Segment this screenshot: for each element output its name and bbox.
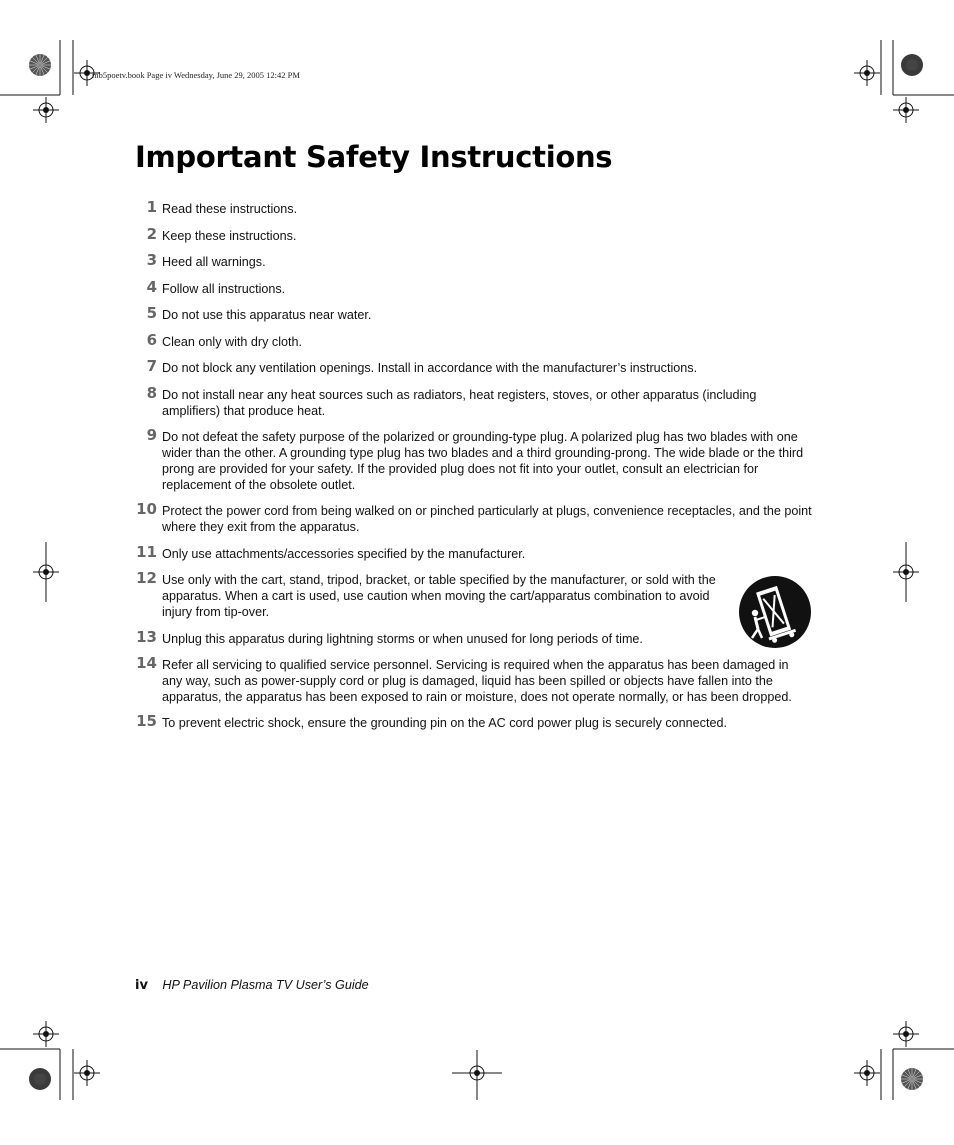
registration-mark-icon xyxy=(854,1060,880,1086)
item-text: Refer all servicing to qualified service personnel. Servicing is required when the apparatus has been damaged in any way, such as power-supply cord or plug is damaged, liquid has been spilled or objects have fallen into the apparatus, the apparatus has been exposed to rain or moisture, does not operate normally, or has been dropped. xyxy=(162,658,792,704)
item-text: Protect the power cord from being walked on or pinched particularly at plugs, convenience receptacles, and the point where they exit from the apparatus. xyxy=(162,504,812,534)
item-text: Do not block any ventilation openings. Install in accordance with the manufacturer’s instructions. xyxy=(162,361,698,375)
color-wheel-icon xyxy=(901,54,923,76)
color-wheel-icon xyxy=(29,54,51,76)
item-text: Unplug this apparatus during lightning storms or when unused for long periods of time. xyxy=(162,632,643,646)
item-number: 13 xyxy=(136,628,157,646)
item-text: Follow all instructions. xyxy=(162,282,286,296)
item-text: Read these instructions. xyxy=(162,202,298,216)
registration-mark-icon xyxy=(33,1021,59,1047)
color-wheel-icon xyxy=(29,1068,51,1090)
color-wheel-icon xyxy=(901,1068,923,1090)
item-text: Heed all warnings. xyxy=(162,255,266,269)
registration-mark-icon xyxy=(854,60,880,86)
registration-mark-icon xyxy=(893,97,919,123)
item-number: 12 xyxy=(136,569,157,587)
guide-title: HP Pavilion Plasma TV User’s Guide xyxy=(162,978,369,992)
page-number: iv xyxy=(135,978,148,993)
item-text: Clean only with dry cloth. xyxy=(162,335,302,349)
item-number: 8 xyxy=(146,384,157,402)
item-text: Use only with the cart, stand, tripod, bracket, or table specified by the manufacturer, or sold with the apparatus. When a cart is used, use caution when moving the cart/apparatus combination to avoid injury from tip-over. xyxy=(162,573,716,619)
item-text: Keep these instructions. xyxy=(162,229,297,243)
item-number: 7 xyxy=(146,357,157,375)
item-text: To prevent electric shock, ensure the grounding pin on the AC cord power plug is securely connected. xyxy=(162,716,727,730)
item-number: 3 xyxy=(146,251,157,269)
item-number: 1 xyxy=(146,198,157,216)
cart-tip-over-warning-icon xyxy=(738,575,812,649)
item-number: 2 xyxy=(146,225,157,243)
print-slug: mb5poetv.book Page iv Wednesday, June 29, 2005 12:42 PM xyxy=(92,70,300,80)
registration-mark-icon xyxy=(74,1060,100,1086)
item-text: Do not use this apparatus near water. xyxy=(162,308,372,322)
item-number: 14 xyxy=(136,654,157,672)
item-number: 11 xyxy=(136,543,157,561)
item-number: 4 xyxy=(146,278,157,296)
registration-mark-icon xyxy=(33,97,59,123)
page-title: Important Safety Instructions xyxy=(135,140,613,174)
item-number: 6 xyxy=(146,331,157,349)
item-number: 10 xyxy=(136,500,157,518)
page-footer xyxy=(135,976,369,994)
item-text: Only use attachments/accessories specified by the manufacturer. xyxy=(162,547,526,561)
item-text: Do not install near any heat sources such as radiators, heat registers, stoves, or other apparatus (including amplifiers) that produce heat. xyxy=(162,388,757,418)
registration-mark-icon xyxy=(893,1021,919,1047)
item-number: 9 xyxy=(146,426,157,444)
item-number: 5 xyxy=(146,304,157,322)
item-text: Do not defeat the safety purpose of the polarized or grounding-type plug. A polarized plug has two blades with one wider than the other. A grounding type plug has two blades and a third grounding-prong. The wide blade or the third prong are provided for your safety. If the provided plug does not fit into your outlet, consult an electrician for replacement of the obsolete outlet. xyxy=(162,430,804,492)
item-number: 15 xyxy=(136,712,157,730)
